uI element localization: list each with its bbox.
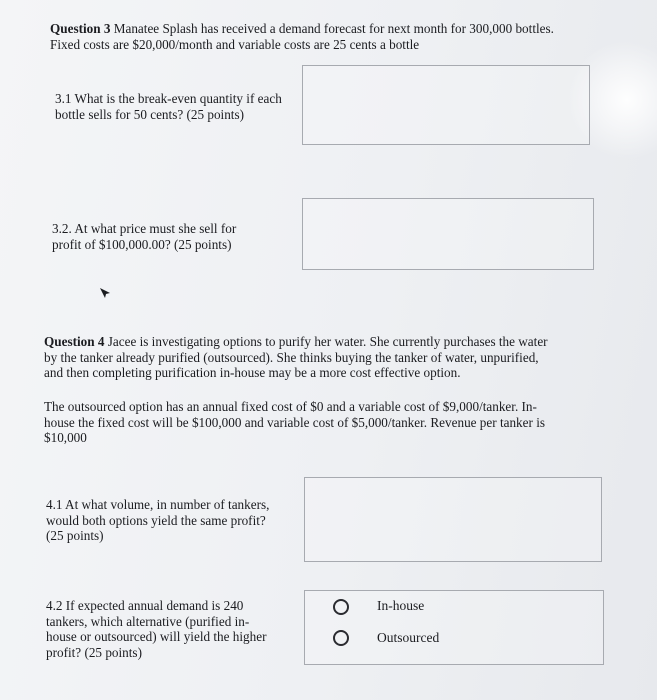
question-4-2-text: 4.2 If expected annual demand is 240 tankers, which alternative (purified in- house or outsourced) will yield the higher profit? (25 points): [46, 598, 267, 660]
answer-box-3-1[interactable]: [302, 65, 590, 145]
option-outsourced-label: Outsourced: [377, 630, 440, 645]
radio-in-house[interactable]: [333, 599, 349, 615]
question-4-1-text: 4.1 At what volume, in number of tankers, would both options yield the same profit? (25 points): [46, 497, 270, 543]
option-in-house-label: In-house: [377, 598, 425, 613]
question-3-heading: Question 3: [50, 21, 111, 36]
question-3-intro: [50, 21, 610, 52]
question-4-details: The outsourced option has an annual fixed cost of $0 and a variable cost of $9,000/tanker. In- house the fixed cost will be $100,000 and variable cost of $5,000/tanker. Revenue per tanker is $10,000: [44, 399, 545, 445]
question-3-intro-line2: Fixed costs are $20,000/month and variable costs are 25 cents a bottle: [50, 36, 420, 52]
question-4-heading: Question 4: [44, 334, 105, 349]
question-3-intro-text: Manatee Splash has received a demand forecast for next month for 300,000 bottles.: [113, 21, 554, 36]
answer-box-4-1[interactable]: [304, 477, 602, 562]
radio-outsourced[interactable]: [333, 630, 349, 646]
answer-box-4-2: [304, 590, 604, 665]
question-4-intro-text: Jacee is investigating options to purify her water. She currently purchases the water by the tanker already purified (outsourced). She thinks buying the tanker of water, unpurified, and then completing purification in-house may be a more cost effective option.: [44, 334, 548, 380]
answer-box-3-2[interactable]: [302, 198, 594, 270]
question-4-intro: [44, 334, 624, 381]
question-3-2-text: 3.2. At what price must she sell for profit of $100,000.00? (25 points): [52, 221, 237, 252]
mouse-cursor-icon: [98, 286, 112, 300]
question-3-1-text: 3.1 What is the break-even quantity if each bottle sells for 50 cents? (25 points): [55, 91, 282, 122]
